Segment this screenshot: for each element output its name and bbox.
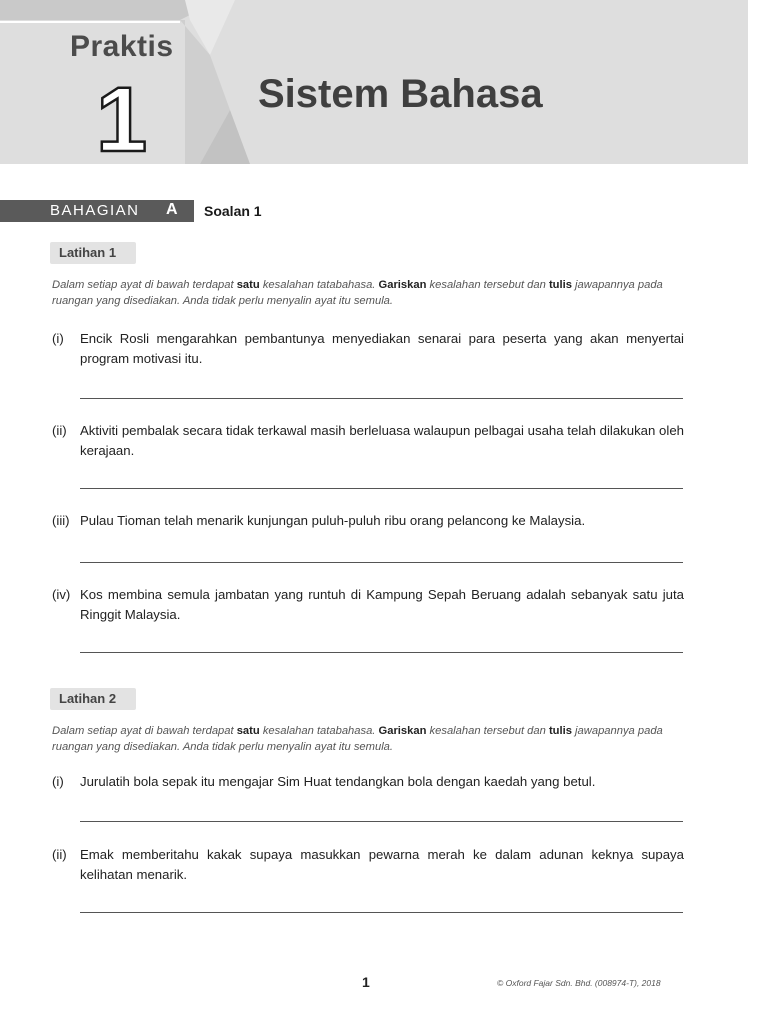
copyright-notice: © Oxford Fajar Sdn. Bhd. (008974-T), 2018	[497, 978, 661, 988]
question-text: Encik Rosli mengarahkan pembantunya menyediakan senarai para peserta yang akan menyertai program motivasi itu.	[80, 331, 684, 366]
chapter-banner	[0, 0, 748, 164]
question-text: Aktiviti pembalak secara tidak terkawal masih berleluasa walaupun pelbagai usaha telah dilakukan oleh kerajaan.	[80, 423, 684, 458]
latihan-1-text: Latihan 1	[59, 245, 117, 260]
instr-text: kesalahan tatabahasa.	[259, 725, 379, 737]
section-letter: A	[166, 201, 178, 218]
section-bar	[0, 200, 194, 222]
instr-text: kesalahan tersebut dan	[426, 725, 549, 737]
instr-bold: Gariskan	[378, 725, 427, 737]
question-text: Pulau Tioman telah menarik kunjungan puluh-puluh ribu orang pelancong ke Malaysia.	[80, 513, 586, 528]
praktis-label: Praktis	[70, 30, 174, 63]
instr-bold: tulis	[548, 725, 572, 737]
section-label: BAHAGIAN	[50, 202, 140, 219]
question-number: (i)	[52, 774, 64, 789]
answer-line[interactable]	[80, 821, 683, 822]
praktis-number: 1	[96, 69, 148, 164]
answer-line[interactable]	[80, 562, 683, 563]
instr-bold: tulis	[548, 279, 572, 291]
instr-bold: Gariskan	[378, 279, 427, 291]
question-number: (iii)	[52, 513, 70, 528]
instr-text: jawapannya pada ruangan yang disediakan. Anda tidak perlu menyalin ayat itu semula.	[52, 279, 663, 307]
question-number: (ii)	[52, 847, 67, 862]
page-number: 1	[362, 974, 370, 990]
latihan-1-label	[50, 242, 136, 264]
question-number: (ii)	[52, 423, 67, 438]
answer-line[interactable]	[80, 488, 683, 489]
instr-bold: satu	[236, 725, 260, 737]
latihan-1-instructions	[52, 277, 682, 309]
chapter-title: Sistem Bahasa	[258, 72, 543, 116]
section-question: Soalan 1	[204, 203, 262, 219]
instr-text: Dalam setiap ayat di bawah terdapat	[52, 279, 237, 291]
answer-line[interactable]	[80, 912, 683, 913]
question-text: Kos membina semula jambatan yang runtuh di Kampung Sepah Beruang adalah sebanyak satu juta Ringgit Malaysia.	[80, 587, 684, 622]
question-text: Jurulatih bola sepak itu mengajar Sim Huat tendangkan bola dengan kaedah yang betul.	[80, 774, 596, 789]
answer-line[interactable]	[80, 652, 683, 653]
latihan-2-instructions	[52, 723, 682, 755]
instr-bold: satu	[236, 279, 260, 291]
latihan-2-label	[50, 688, 136, 710]
answer-line[interactable]	[80, 398, 683, 399]
latihan-2-text: Latihan 2	[59, 691, 117, 706]
instr-text: Dalam setiap ayat di bawah terdapat	[52, 725, 237, 737]
instr-text: jawapannya pada ruangan yang disediakan. Anda tidak perlu menyalin ayat itu semula.	[52, 725, 663, 753]
instr-text: kesalahan tatabahasa.	[259, 279, 379, 291]
question-text: Emak memberitahu kakak supaya masukkan pewarna merah ke dalam adunan keknya supaya kelihatan menarik.	[80, 847, 684, 882]
question-number: (iv)	[52, 587, 71, 602]
instr-text: kesalahan tersebut dan	[426, 279, 549, 291]
question-number: (i)	[52, 331, 64, 346]
